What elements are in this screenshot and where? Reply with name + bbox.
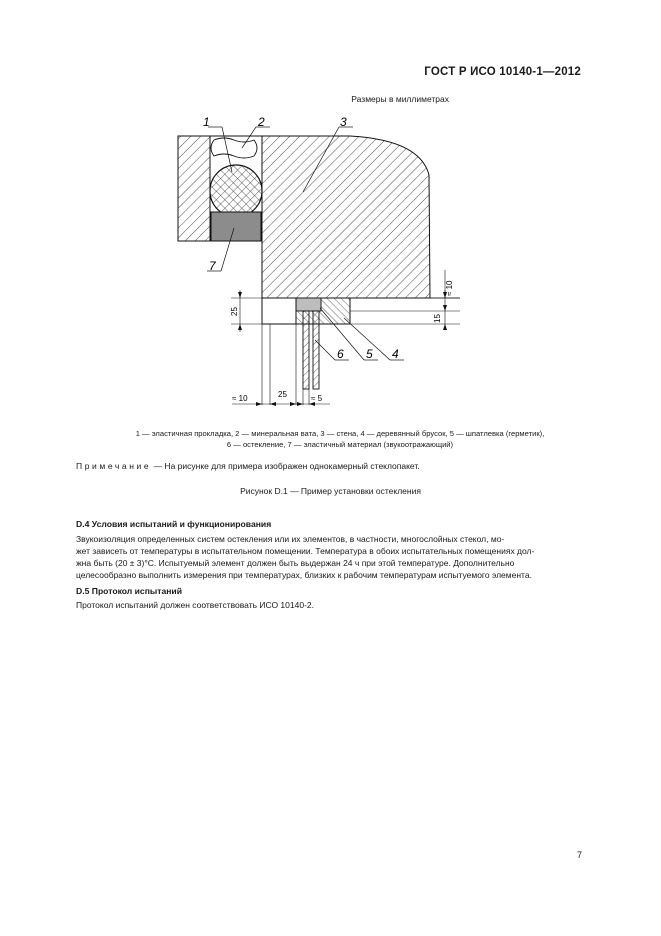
callout-4: 4 <box>392 347 399 361</box>
elastic-gasket <box>210 165 262 217</box>
dim-block-height: 25 <box>230 307 239 316</box>
figure-legend-line-2: 6 — остекление, 7 — эластичный материал (звукоотражающий) <box>226 440 454 449</box>
note-label: Примечание <box>76 461 152 471</box>
callout-5: 5 <box>366 347 373 361</box>
paragraph-line: Протокол испытаний должен соответствовать ИСО 10140-2. <box>76 600 314 610</box>
dim-gap: 25 <box>278 390 287 399</box>
paragraph-line: целесообразно выполнить измерения при температурах, близких к рабочим температурам испытуемого элемента. <box>76 570 532 580</box>
dim-pane-offset: ≈ 10 <box>232 394 248 403</box>
callout-6: 6 <box>337 347 344 361</box>
callout-7: 7 <box>209 259 216 273</box>
callout-2: 2 <box>258 115 265 129</box>
sealant <box>296 298 321 311</box>
glazing-installation-diagram <box>0 100 661 420</box>
figure-note <box>76 461 420 471</box>
page-number: 7 <box>576 850 582 860</box>
standard-header: ГОСТ Р ИСО 10140-1—2012 <box>424 66 581 78</box>
figure-caption: Рисунок D.1 — Пример установки остекления <box>240 486 421 496</box>
elastic-material <box>211 212 261 241</box>
figure-legend-line-1: 1 — эластичная прокладка, 2 — минеральная вата, 3 — стена, 4 — деревянный брусок, 5 — шпатлевка (герметик), <box>135 429 545 438</box>
callout-1: 1 <box>203 115 210 129</box>
glazing-pane-1 <box>303 311 309 389</box>
dim-wall-offset: ≈ 10 <box>445 280 454 296</box>
section-heading-d5: D.5 Протокол испытаний <box>76 586 182 596</box>
frame-strip <box>262 298 296 324</box>
note-text: — На рисунке для примера изображен однокамерный стеклопакет. <box>151 461 420 471</box>
units-note: Размеры в миллиметрах <box>351 94 449 104</box>
section-body-d4 <box>76 533 582 581</box>
left-wall <box>178 136 210 241</box>
paragraph-line: жна быть (20 ± 3)°C. Испытуемый элемент должен быть выдержан 24 ч при этой температуре. Дополнительно <box>76 558 515 568</box>
paragraph-line: Звукоизоляция определенных систем остекления или их элементов, в частности, многослойных стекол, мо- <box>76 534 505 544</box>
callout-3: 3 <box>340 115 347 129</box>
section-body-d5 <box>76 599 582 611</box>
dim-glass: ≈ 5 <box>311 394 323 403</box>
paragraph-line: жет зависеть от температуры в испытательном помещении. Температура в обоих испытательных помещениях дол- <box>76 546 535 556</box>
section-heading-d4: D.4 Условия испытаний и функционирования <box>76 519 272 529</box>
glazing-pane-2 <box>313 311 319 389</box>
dim-bead-height: 15 <box>433 314 442 323</box>
wall-body <box>262 136 430 298</box>
